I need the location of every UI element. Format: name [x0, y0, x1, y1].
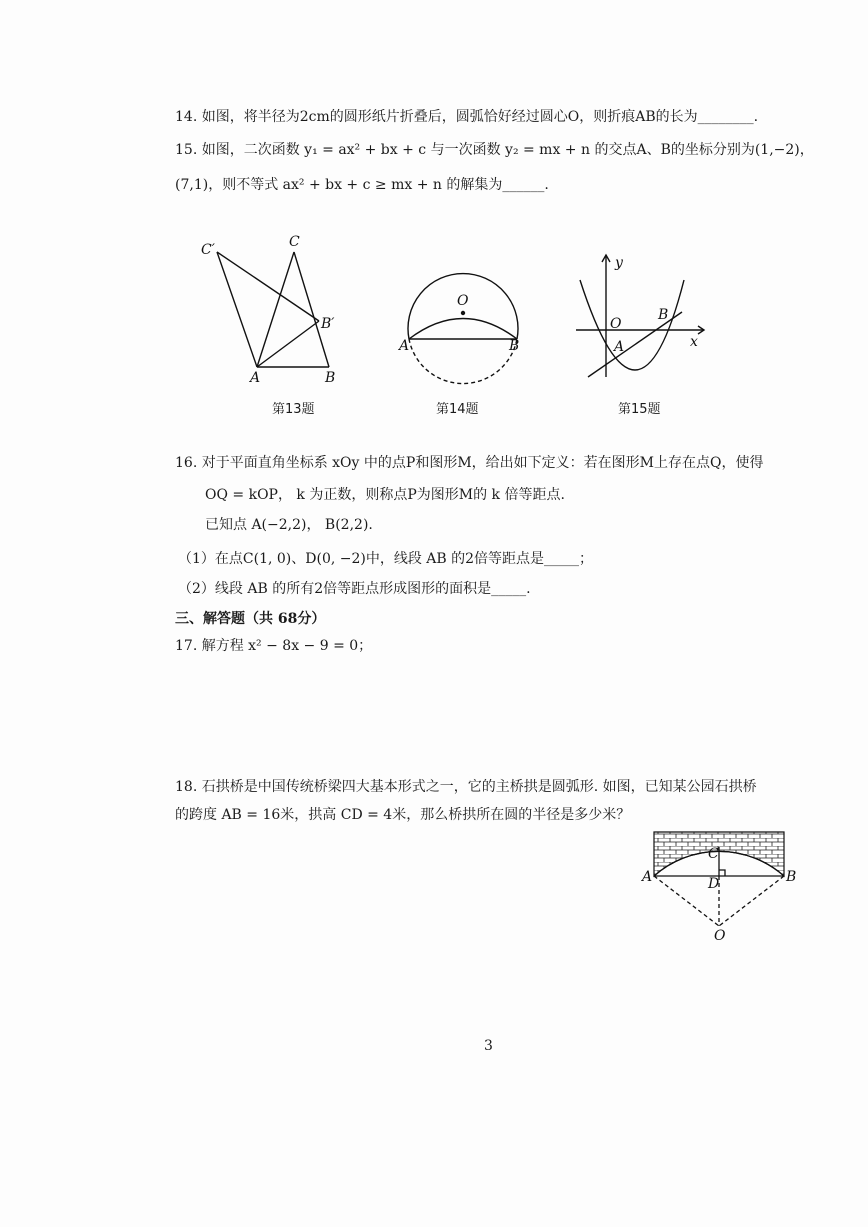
- fig18-label-a: A: [642, 869, 653, 885]
- question-15-line1: 15. 如图，二次函数 y₁ = ax² + bx + c 与一次函数 y₂ = mx + n 的交点A、B的坐标分别为(1,−2)，: [175, 142, 814, 158]
- fig14-label-o: O: [457, 293, 469, 309]
- section-3-title: 三、解答题（共 68分）: [175, 611, 326, 627]
- figure-14-caption: 第14题: [436, 402, 479, 417]
- question-18-line2: 的跨度 AB = 16米，拱高 CD = 4米，那么桥拱所在圆的半径是多少米？: [175, 807, 631, 823]
- page-number: 3: [484, 1038, 493, 1054]
- figure-14: [395, 230, 535, 380]
- figure-13: [195, 230, 345, 390]
- fig18-label-c: C: [708, 846, 719, 862]
- fig15-label-x: x: [690, 334, 698, 350]
- fig14-label-a: A: [399, 338, 410, 354]
- fig18-label-o: O: [714, 928, 726, 944]
- question-15-line2: (7,1)，则不等式 ax² + bx + c ≥ mx + n 的解集为______.: [175, 177, 549, 193]
- question-18-line1: 18. 石拱桥是中国传统桥梁四大基本形式之一，它的主桥拱是圆弧形. 如图，已知某公园石拱桥: [175, 779, 757, 795]
- question-16-line2: OQ = kOP， k 为正数，则称点P为图形M的 k 倍等距点.: [205, 487, 565, 503]
- fig14-label-b: B: [509, 338, 520, 354]
- fig15-label-b: B: [658, 307, 669, 323]
- fig15-label-y: y: [615, 255, 623, 271]
- question-16-part2: （2）线段 AB 的所有2倍等距点形成图形的面积是_____.: [178, 581, 531, 597]
- question-14: 14. 如图，将半径为2cm的圆形纸片折叠后，圆弧恰好经过圆心O，则折痕AB的长为________.: [175, 109, 759, 125]
- question-17: 17. 解方程 x² − 8x − 9 = 0；: [175, 638, 373, 654]
- fig13-label-c: C: [289, 234, 300, 250]
- question-16-part1: （1）在点C(1, 0)、D(0, −2)中，线段 AB 的2倍等距点是_____；: [178, 551, 594, 567]
- fig13-label-c-prime: C′: [201, 242, 215, 258]
- figure-18-bridge: [640, 830, 800, 945]
- fig15-label-a: A: [614, 339, 625, 355]
- question-16-line1: 16. 对于平面直角坐标系 xOy 中的点P和图形M，给出如下定义：若在图形M上存在点Q，使得: [175, 455, 764, 471]
- figure-13-caption: 第13题: [272, 402, 315, 417]
- fig13-label-b: B: [325, 370, 336, 386]
- fig18-label-b: B: [786, 869, 797, 885]
- figure-15-caption: 第15题: [618, 402, 661, 417]
- question-16-line3: 已知点 A(−2,2)， B(2,2).: [205, 517, 373, 533]
- figure-15: [570, 245, 715, 385]
- fig18-label-d: D: [708, 876, 720, 892]
- fig13-label-a: A: [250, 370, 261, 386]
- fig13-label-b-prime: B′: [321, 316, 335, 332]
- fig15-label-o: O: [610, 316, 622, 332]
